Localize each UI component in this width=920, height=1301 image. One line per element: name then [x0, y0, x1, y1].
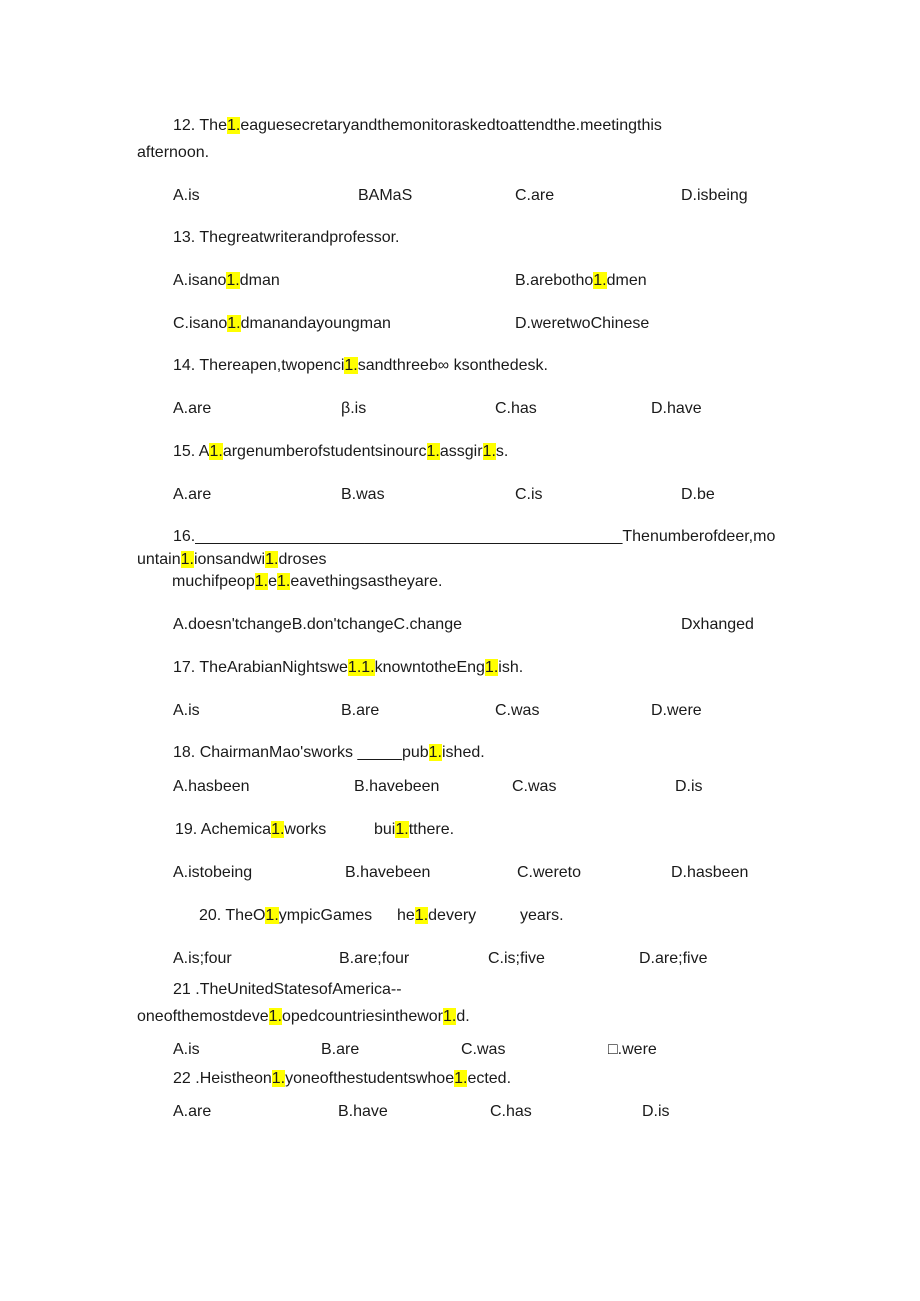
highlighted-text: 1. [484, 659, 499, 676]
answer-option: A.is [173, 1041, 200, 1058]
text-segment: 19. Achemica [175, 821, 272, 838]
question-stem [173, 980, 402, 1000]
text-segment: ympicGames [278, 907, 373, 924]
answer-option: B.are;four [339, 950, 410, 967]
question-stem [173, 527, 775, 547]
text-segment: droses [278, 551, 327, 568]
highlighted-text: 1. [414, 907, 429, 924]
answer-option: B.was [341, 486, 385, 503]
answer-option [173, 314, 391, 334]
highlighted-text: 1. [426, 443, 440, 460]
question-stem [173, 658, 523, 678]
text-segment: he [397, 907, 415, 924]
answer-option: □.were [608, 1041, 657, 1058]
question-stem [173, 228, 400, 248]
answer-option: C.has [495, 400, 537, 417]
answer-option: C.wereto [517, 864, 582, 881]
answer-option: B.are [321, 1041, 360, 1058]
answer-option: B.are [341, 702, 380, 719]
text-segment: years. [520, 907, 564, 924]
text-segment: 12. The [173, 117, 227, 134]
text-segment: 22 .Heistheon [173, 1070, 272, 1087]
highlighted-text: 1. [268, 1008, 282, 1025]
text-segment: 21 .TheUnitedStatesofAmerica-- [173, 981, 402, 998]
highlighted-text: 1. [344, 357, 358, 374]
answer-option: B.have [338, 1103, 388, 1120]
answer-option: A.are [173, 1103, 212, 1120]
answer-option: A.are [173, 486, 212, 503]
answer-option: D.have [651, 400, 702, 417]
highlighted-text: 1. [271, 1070, 286, 1087]
text-segment: sandthreeb∞ ksonthedesk. [357, 357, 548, 374]
answer-option: A.is [173, 187, 200, 204]
question-stem [173, 442, 508, 462]
answer-option: B.havebeen [354, 778, 440, 795]
highlighted-text: 1. [265, 907, 279, 924]
answer-option: C.are [515, 187, 555, 204]
answer-option [515, 314, 649, 334]
answer-option: D.isbeing [681, 187, 748, 204]
text-segment: eaguesecretaryandthemonitoraskedtoattendthe.meetingthis [240, 117, 662, 134]
text-segment: devery [428, 907, 477, 924]
text-segment: ished. [441, 744, 485, 761]
text-segment: C.isano [173, 315, 228, 332]
text-segment: works [284, 821, 327, 838]
answer-option: β.is [341, 400, 367, 417]
highlighted-text: 1. [226, 272, 240, 289]
question-stem-continued [172, 572, 442, 592]
question-stem-continued [520, 906, 564, 926]
answer-option: D.is [675, 778, 703, 795]
answer-option: C.is;five [488, 950, 545, 967]
text-segment: d. [456, 1008, 470, 1025]
highlighted-text: 1. [180, 551, 194, 568]
text-segment: D.weretwoChinese [515, 315, 650, 332]
question-stem-continued [397, 906, 476, 926]
answer-option: C.was [495, 702, 540, 719]
question-stem-continued [137, 550, 326, 570]
answer-option: C.is [515, 486, 543, 503]
text-segment: afternoon. [137, 144, 210, 161]
answer-option: Dxhanged [681, 616, 754, 633]
text-segment: ish. [498, 659, 524, 676]
question-stem-continued [137, 1007, 470, 1027]
question-stem [175, 820, 326, 840]
text-segment: B.arebotho [515, 272, 594, 289]
text-segment: 16.________________________________________________Thenumberofdeer,mo [173, 528, 776, 545]
text-segment: A.isano [173, 272, 227, 289]
text-segment: s. [495, 443, 509, 460]
answer-option: A.is [173, 702, 200, 719]
answer-option: A.are [173, 400, 212, 417]
text-segment: dman [239, 272, 280, 289]
highlighted-text: 1.1. [347, 659, 375, 676]
answer-option: C.has [490, 1103, 532, 1120]
text-segment: argenumberofstudentsinourc [222, 443, 427, 460]
text-segment: yoneofthestudentswhoe [285, 1070, 455, 1087]
answer-option: BAMaS [358, 187, 413, 204]
text-segment: muchifpeop [172, 573, 255, 590]
text-segment: opedcountriesinthewor [282, 1008, 443, 1025]
text-segment: 17. TheArabianNightswe [173, 659, 348, 676]
text-segment: 20. TheO [199, 907, 266, 924]
text-segment: bui [374, 821, 396, 838]
highlighted-text: 1. [276, 573, 291, 590]
highlighted-text: 1. [395, 821, 409, 838]
question-stem [173, 1069, 511, 1089]
highlighted-text: 1. [209, 443, 223, 460]
question-stem-continued [374, 820, 454, 840]
answer-option: C.was [512, 778, 557, 795]
text-segment: knowntotheEng [374, 659, 485, 676]
text-segment: 14. Thereapen,twopenci [173, 357, 345, 374]
text-segment: eavethingsastheyare. [290, 573, 443, 590]
answer-option [515, 271, 647, 291]
answer-option: D.hasbeen [671, 864, 749, 881]
highlighted-text: 1. [265, 551, 279, 568]
answer-option: A.istobeing [173, 864, 253, 881]
text-segment: 15. A [173, 443, 210, 460]
text-segment: ionsandwi [193, 551, 266, 568]
text-segment: dmen [606, 272, 647, 289]
text-segment: 13. Thegreatwriterandprofessor. [173, 229, 400, 246]
highlighted-text: 1. [226, 117, 241, 134]
text-segment: assgir [439, 443, 483, 460]
text-segment: ected. [467, 1070, 512, 1087]
highlighted-text: 1. [271, 821, 285, 838]
highlighted-text: 1. [227, 315, 241, 332]
answer-option [173, 271, 280, 291]
text-segment: dmanandayoungman [240, 315, 391, 332]
answer-option: D.is [642, 1103, 670, 1120]
answer-option: D.were [651, 702, 702, 719]
highlighted-text: 1. [593, 272, 607, 289]
answer-option: D.be [681, 486, 715, 503]
text-segment: tthere. [408, 821, 455, 838]
answer-option: C.was [461, 1041, 506, 1058]
answer-option: A.doesn'tchangeB.don'tchangeC.change [173, 616, 462, 633]
highlighted-text: 1. [454, 1070, 468, 1087]
question-stem [199, 906, 372, 926]
question-stem [173, 356, 548, 376]
highlighted-text: 1. [482, 443, 496, 460]
answer-option: B.havebeen [345, 864, 431, 881]
highlighted-text: 1. [428, 744, 442, 761]
answer-option: A.hasbeen [173, 778, 250, 795]
text-segment: e [268, 573, 277, 590]
text-segment: oneofthemostdeve [137, 1008, 269, 1025]
text-segment: 18. ChairmanMao'sworks _____pub [173, 744, 429, 761]
answer-option: D.are;five [639, 950, 708, 967]
answer-option: A.is;four [173, 950, 232, 967]
question-stem [173, 743, 485, 763]
text-segment: untain [137, 551, 181, 568]
highlighted-text: 1. [443, 1008, 457, 1025]
highlighted-text: 1. [254, 573, 269, 590]
question-stem-continued [137, 143, 209, 163]
question-stem [173, 116, 662, 136]
